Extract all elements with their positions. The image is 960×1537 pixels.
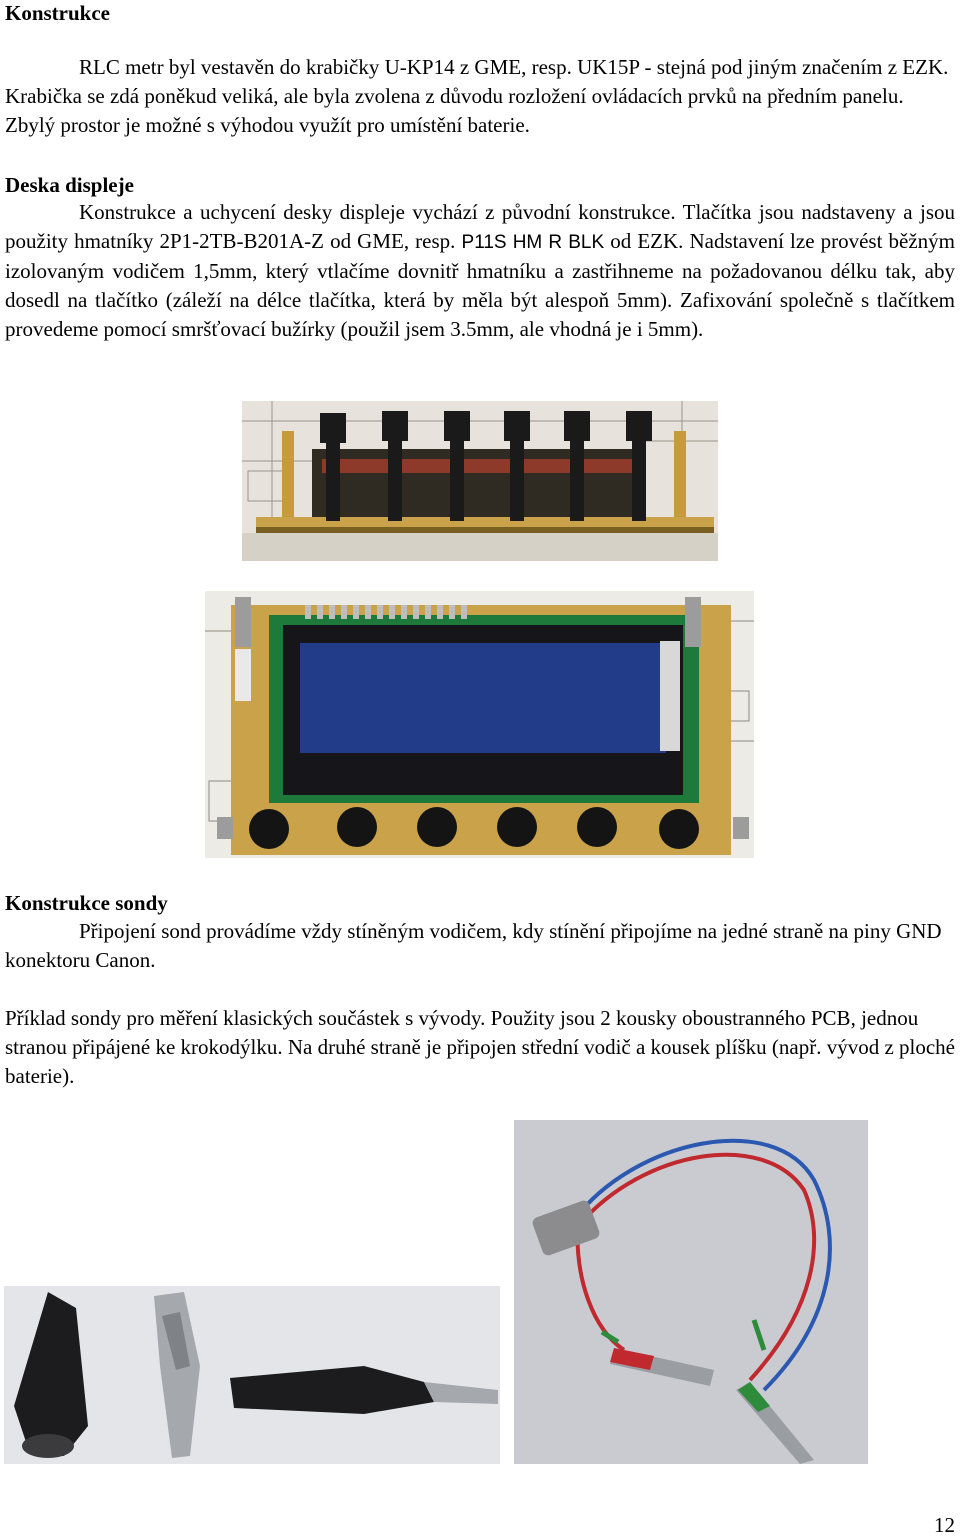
heading-konstrukce: Konstrukce bbox=[5, 1, 110, 25]
paragraph-priklad-sondy: Příklad sondy pro měření klasických součástek s vývody. Použity jsou 2 kousky oboustranného PCB, jednou stranou připájené ke krokodýlku. Na druhé straně je připojen střední vodič a kousek plíšku (např. vývod z ploché baterie). bbox=[5, 1006, 955, 1088]
heading-deska-displeje: Deska displeje bbox=[5, 173, 134, 197]
photo-lcd-board bbox=[205, 591, 754, 858]
photo-crocodile-clip-parts bbox=[4, 1286, 500, 1464]
paragraph-konstrukce: RLC metr byl vestavěn do krabičky U-KP14 z GME, resp. UK15P - stejná pod jiným značením z EZK. Krabička se zdá poněkud veliká, ale byla zvolena z důvodu rozložení ovládacích prvků na předním panelu. Zbylý prostor je možné s výhodou využít pro umístění baterie. bbox=[5, 55, 949, 137]
page-number: 12 bbox=[934, 1513, 955, 1537]
photo-probe-cable bbox=[514, 1120, 868, 1464]
paragraph-deska-displeje: Konstrukce a uchycení desky displeje vychází z původní konstrukce. Tlačítka jsou nadstaveny a jsou použity hmatníky 2P1-2TB-B201A-Z od GME, resp. P11S HM R BLK od EZK. Nadstavení lze provést běžným izolovaným vodičem 1,5mm, který vtlačíme dovnitř hmatníku a zastřihneme na požadovanou délku tak, aby dosedl na tlačítko (záleží na délce tlačítka, která by měla být alespoň 5mm). Zafixování společně s tlačítkem provedeme pomocí smršťovací bužírky (použil jsem 3.5mm, ale vhodná je i 5mm). bbox=[5, 200, 956, 341]
heading-konstrukce-sondy: Konstrukce sondy bbox=[5, 891, 168, 915]
part-code: P11S HM R BLK bbox=[461, 232, 605, 253]
photo-pcb-side-view bbox=[242, 401, 718, 561]
paragraph-pripojeni-sond: Připojení sond provádíme vždy stíněným vodičem, kdy stínění připojíme na jedné straně na piny GND konektoru Canon. bbox=[5, 919, 942, 972]
